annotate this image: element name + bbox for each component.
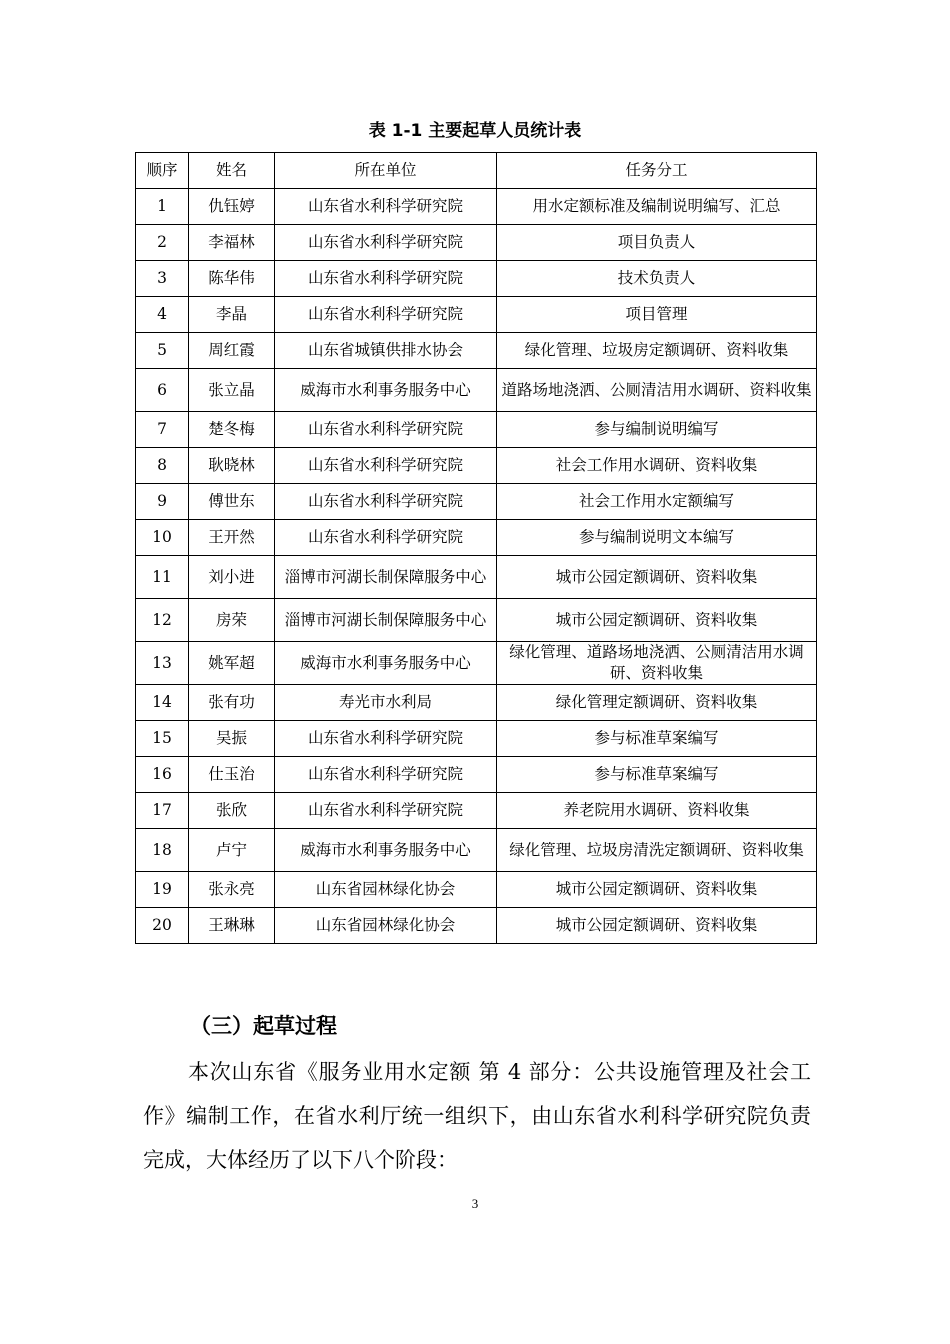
cell-name: 张立晶: [189, 369, 275, 412]
column-header-order: 顺序: [136, 153, 189, 189]
cell-task: 城市公园定额调研、资料收集: [497, 872, 817, 908]
cell-unit: 威海市水利事务服务中心: [275, 829, 497, 872]
cell-task: 用水定额标准及编制说明编写、汇总: [497, 189, 817, 225]
cell-unit: 山东省水利科学研究院: [275, 484, 497, 520]
table-row: [136, 412, 817, 448]
cell-unit: 山东省水利科学研究院: [275, 757, 497, 793]
cell-unit: 山东省园林绿化协会: [275, 872, 497, 908]
cell-order: 1: [136, 189, 189, 225]
table-row: [136, 261, 817, 297]
cell-task: 项目管理: [497, 297, 817, 333]
cell-name: 王开然: [189, 520, 275, 556]
staff-table: [135, 152, 817, 944]
table-row: [136, 793, 817, 829]
page-number: 3: [471, 1196, 479, 1211]
cell-unit: 山东省城镇供排水协会: [275, 333, 497, 369]
cell-order: 19: [136, 872, 189, 908]
table-row: [136, 448, 817, 484]
cell-name: 张有功: [189, 685, 275, 721]
cell-unit: 山东省水利科学研究院: [275, 225, 497, 261]
cell-task: 参与标准草案编写: [497, 757, 817, 793]
table-header-row: [136, 153, 817, 189]
cell-unit: 山东省水利科学研究院: [275, 520, 497, 556]
cell-task: 绿化管理、垃圾房定额调研、资料收集: [497, 333, 817, 369]
cell-task: 社会工作用水调研、资料收集: [497, 448, 817, 484]
cell-name: 仕玉治: [189, 757, 275, 793]
cell-order: 18: [136, 829, 189, 872]
cell-order: 6: [136, 369, 189, 412]
cell-task: 城市公园定额调研、资料收集: [497, 908, 817, 944]
table-row: [136, 225, 817, 261]
section-paragraph: 本次山东省《服务业用水定额 第 4 部分：公共设施管理及社会工作》编制工作，在省水利厅统一组织下，由山东省水利科学研究院负责完成，大体经历了以下八个阶段：: [143, 1060, 811, 1172]
cell-unit: 山东省水利科学研究院: [275, 297, 497, 333]
table-row: [136, 369, 817, 412]
table-row: [136, 829, 817, 872]
cell-name: 张永亮: [189, 872, 275, 908]
cell-unit: 山东省水利科学研究院: [275, 261, 497, 297]
table-row: [136, 908, 817, 944]
cell-order: 15: [136, 721, 189, 757]
table-row: [136, 721, 817, 757]
cell-unit: 山东省水利科学研究院: [275, 189, 497, 225]
cell-order: 12: [136, 599, 189, 642]
table-caption: 表 1-1 主要起草人员统计表: [368, 121, 582, 141]
table-row: [136, 757, 817, 793]
cell-name: 傅世东: [189, 484, 275, 520]
cell-name: 张欣: [189, 793, 275, 829]
cell-task: 养老院用水调研、资料收集: [497, 793, 817, 829]
cell-task: 社会工作用水定额编写: [497, 484, 817, 520]
cell-order: 20: [136, 908, 189, 944]
cell-order: 16: [136, 757, 189, 793]
table-row: [136, 642, 817, 685]
cell-task: 项目负责人: [497, 225, 817, 261]
cell-name: 陈华伟: [189, 261, 275, 297]
cell-unit: 山东省水利科学研究院: [275, 448, 497, 484]
cell-name: 姚军超: [189, 642, 275, 685]
table-row: [136, 333, 817, 369]
cell-unit: 淄博市河湖长制保障服务中心: [275, 599, 497, 642]
cell-order: 7: [136, 412, 189, 448]
cell-order: 4: [136, 297, 189, 333]
cell-order: 11: [136, 556, 189, 599]
cell-task: 绿化管理定额调研、资料收集: [497, 685, 817, 721]
column-header-unit: 所在单位: [275, 153, 497, 189]
cell-task: 城市公园定额调研、资料收集: [497, 556, 817, 599]
cell-task: 参与编制说明编写: [497, 412, 817, 448]
table-row: [136, 297, 817, 333]
cell-unit: 山东省园林绿化协会: [275, 908, 497, 944]
cell-order: 2: [136, 225, 189, 261]
cell-task: 绿化管理、道路场地浇洒、公厕清洁用水调研、资料收集: [497, 642, 817, 685]
cell-task: 城市公园定额调研、资料收集: [497, 599, 817, 642]
cell-name: 楚冬梅: [189, 412, 275, 448]
cell-order: 10: [136, 520, 189, 556]
cell-name: 房荣: [189, 599, 275, 642]
cell-unit: 寿光市水利局: [275, 685, 497, 721]
cell-unit: 山东省水利科学研究院: [275, 721, 497, 757]
table-row: [136, 599, 817, 642]
table-row: [136, 556, 817, 599]
cell-task: 技术负责人: [497, 261, 817, 297]
cell-task: 绿化管理、垃圾房清洗定额调研、资料收集: [497, 829, 817, 872]
cell-name: 刘小进: [189, 556, 275, 599]
cell-task: 参与编制说明文本编写: [497, 520, 817, 556]
cell-name: 仇钰婷: [189, 189, 275, 225]
table-row: [136, 520, 817, 556]
cell-unit: 淄博市河湖长制保障服务中心: [275, 556, 497, 599]
cell-order: 5: [136, 333, 189, 369]
cell-name: 李福林: [189, 225, 275, 261]
cell-task: 参与标准草案编写: [497, 721, 817, 757]
cell-unit: 山东省水利科学研究院: [275, 793, 497, 829]
cell-order: 17: [136, 793, 189, 829]
section-heading: （三）起草过程: [190, 1014, 337, 1038]
table-row: [136, 484, 817, 520]
cell-name: 王琳琳: [189, 908, 275, 944]
cell-order: 3: [136, 261, 189, 297]
column-header-name: 姓名: [189, 153, 275, 189]
cell-order: 8: [136, 448, 189, 484]
cell-unit: 威海市水利事务服务中心: [275, 369, 497, 412]
cell-name: 卢宁: [189, 829, 275, 872]
cell-name: 周红霞: [189, 333, 275, 369]
cell-order: 9: [136, 484, 189, 520]
cell-name: 李晶: [189, 297, 275, 333]
table-row: [136, 189, 817, 225]
cell-task: 道路场地浇洒、公厕清洁用水调研、资料收集: [497, 369, 817, 412]
table-row: [136, 685, 817, 721]
cell-order: 14: [136, 685, 189, 721]
table-row: [136, 872, 817, 908]
cell-unit: 威海市水利事务服务中心: [275, 642, 497, 685]
cell-unit: 山东省水利科学研究院: [275, 412, 497, 448]
cell-name: 耿晓林: [189, 448, 275, 484]
cell-name: 吴振: [189, 721, 275, 757]
column-header-task: 任务分工: [497, 153, 817, 189]
table-body: [136, 189, 817, 944]
cell-order: 13: [136, 642, 189, 685]
